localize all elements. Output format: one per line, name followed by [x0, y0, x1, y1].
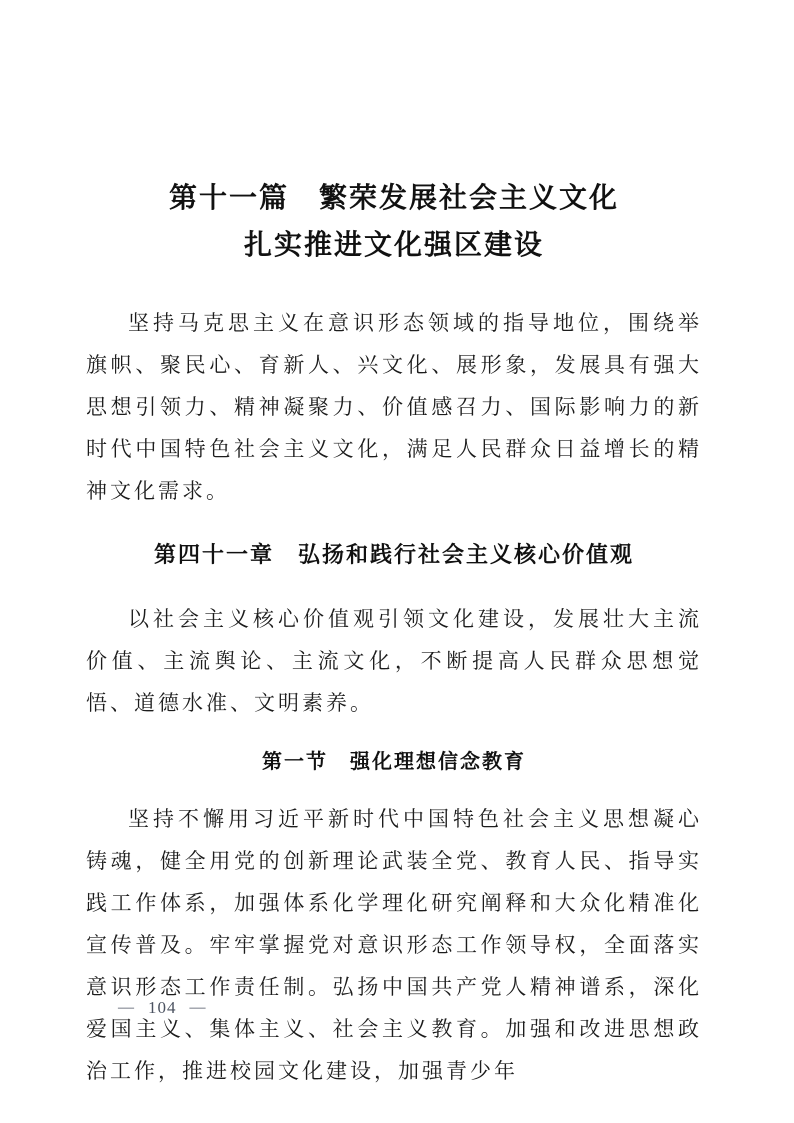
footer-dash-left: — [118, 999, 135, 1016]
chapter-heading: 第四十一章 弘扬和践行社会主义核心价值观 [153, 542, 634, 567]
page-footer [118, 998, 207, 1018]
footer-dash-right: — [189, 999, 207, 1016]
section-paragraph: 坚持不懈用习近平新时代中国特色社会主义思想凝心铸魂，健全用党的创新理论武装全党、教育人民、指导实践工作体系，加强体系化学理化研究阐释和大众化精准化宣传普及。牢牢掌握党对意识形态工作领导权，全面落实意识形态工作责任制。弘扬中国共产党人精神谱系，深化爱国主义、集体主义、社会主义教育。加强和改进思想政治工作，推进校园文化建设，加强青少年 [86, 807, 702, 1083]
page-number: 104 [148, 998, 177, 1017]
document-title [86, 0, 702, 268]
intro-paragraph: 坚持马克思主义在意识形态领域的指导地位，围绕举旗帜、聚民心、育新人、兴文化、展形象，发展具有强大思想引领力、精神凝聚力、价值感召力、国际影响力的新时代中国特色社会主义文化，满足人民群众日益增长的精神文化需求。 [86, 311, 702, 503]
title-line-1: 第十一篇 繁荣发展社会主义文化 [168, 182, 619, 213]
section-heading: 第一节 强化理想信念教育 [262, 751, 526, 773]
title-line-2: 扎实推进文化强区建设 [243, 229, 544, 260]
chapter-paragraph: 以社会主义核心价值观引领文化建设，发展壮大主流价值、主流舆论、主流文化，不断提高人民群众思想觉悟、道德水准、文明素养。 [86, 607, 702, 715]
